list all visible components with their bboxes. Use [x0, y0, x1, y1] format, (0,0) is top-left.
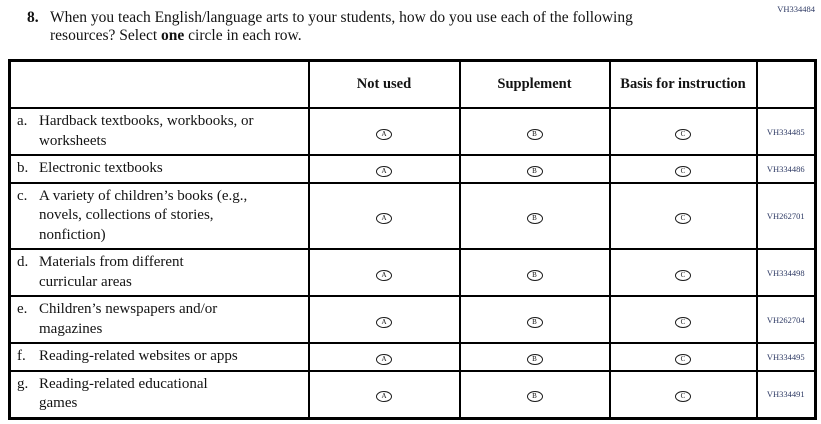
resource-usage-matrix-table [8, 59, 817, 420]
table-row [10, 249, 816, 296]
cell-not-used [309, 249, 460, 296]
answer-bubble-b[interactable]: B [527, 317, 543, 328]
question-text-part1: When you teach English/language arts to your students, how do you use each of the following resources? Select [50, 9, 633, 45]
row-label: A variety of children’s books (e.g., novels, collections of stories, nonfiction) [39, 187, 248, 243]
answer-bubble-b[interactable]: B [527, 129, 543, 140]
table-row [10, 183, 816, 250]
row-label: Reading-related educational games [39, 375, 208, 412]
question-text-part2: circle in each row. [184, 27, 302, 45]
cell-basis-for-instruction [610, 155, 757, 183]
header-empty-code-cell [757, 60, 816, 108]
answer-bubble-a[interactable]: A [376, 270, 392, 281]
row-label: Reading-related websites or apps [39, 348, 238, 365]
row-label: Hardback textbooks, workbooks, or worksheets [39, 113, 254, 149]
row-letter: g. [17, 375, 29, 392]
answer-bubble-c[interactable]: C [675, 270, 691, 281]
item-code: VH334485 [757, 108, 816, 155]
cell-supplement [460, 155, 610, 183]
question-text [50, 9, 662, 46]
row-letter: f. [17, 348, 26, 365]
cell-basis-for-instruction [610, 249, 757, 296]
cell-basis-for-instruction [610, 183, 757, 250]
row-letter: c. [17, 187, 28, 204]
cell-supplement [460, 183, 610, 250]
item-code: VH334486 [757, 155, 816, 183]
row-label-cell [10, 296, 309, 343]
cell-supplement [460, 108, 610, 155]
question-text-bold-word: one [161, 27, 185, 45]
answer-bubble-a[interactable]: A [376, 166, 392, 177]
cell-basis-for-instruction [610, 371, 757, 419]
header-not-used: Not used [309, 60, 460, 108]
cell-not-used [309, 343, 460, 371]
table-row [10, 108, 816, 155]
cell-supplement [460, 343, 610, 371]
table-row [10, 343, 816, 371]
row-letter: e. [17, 301, 28, 318]
answer-bubble-b[interactable]: B [527, 166, 543, 177]
answer-bubble-c[interactable]: C [675, 391, 691, 402]
answer-bubble-b[interactable]: B [527, 354, 543, 365]
cell-basis-for-instruction [610, 296, 757, 343]
row-label-cell [10, 343, 309, 371]
cell-basis-for-instruction [610, 108, 757, 155]
row-label-cell [10, 183, 309, 250]
answer-bubble-c[interactable]: C [675, 166, 691, 177]
answer-bubble-c[interactable]: C [675, 354, 691, 365]
question-block [0, 0, 821, 46]
header-basis-for-instruction: Basis for instruction [610, 60, 757, 108]
table-row [10, 155, 816, 183]
cell-not-used [309, 183, 460, 250]
item-code: VH334495 [757, 343, 816, 371]
answer-bubble-c[interactable]: C [675, 317, 691, 328]
cell-not-used [309, 371, 460, 419]
cell-supplement [460, 296, 610, 343]
row-label-cell [10, 155, 309, 183]
header-supplement: Supplement [460, 60, 610, 108]
row-label-cell [10, 371, 309, 419]
answer-bubble-a[interactable]: A [376, 354, 392, 365]
item-code: VH334498 [757, 249, 816, 296]
answer-bubble-b[interactable]: B [527, 391, 543, 402]
cell-supplement [460, 249, 610, 296]
table-header-row [10, 60, 816, 108]
table-row [10, 296, 816, 343]
cell-supplement [460, 371, 610, 419]
row-label: Children’s newspapers and/or magazines [39, 301, 218, 337]
header-empty-cell [10, 60, 309, 108]
cell-not-used [309, 108, 460, 155]
row-label-cell [10, 108, 309, 155]
row-label: Electronic textbooks [39, 160, 163, 177]
row-label-cell [10, 249, 309, 296]
table-row [10, 371, 816, 419]
answer-bubble-a[interactable]: A [376, 317, 392, 328]
answer-bubble-a[interactable]: A [376, 213, 392, 224]
item-code: VH334491 [757, 371, 816, 419]
cell-not-used [309, 155, 460, 183]
answer-bubble-a[interactable]: A [376, 391, 392, 402]
row-letter: a. [17, 113, 28, 130]
row-label: Materials from different curricular areas [39, 254, 184, 290]
cell-not-used [309, 296, 460, 343]
row-letter: b. [17, 160, 29, 177]
answer-bubble-b[interactable]: B [527, 270, 543, 281]
cell-basis-for-instruction [610, 343, 757, 371]
question-number: 8. [27, 9, 39, 26]
answer-bubble-b[interactable]: B [527, 213, 543, 224]
item-code: VH262701 [757, 183, 816, 250]
accession-code-top-right: VH334484 [777, 4, 815, 14]
answer-bubble-c[interactable]: C [675, 213, 691, 224]
answer-bubble-a[interactable]: A [376, 129, 392, 140]
item-code: VH262704 [757, 296, 816, 343]
row-letter: d. [17, 254, 29, 271]
answer-bubble-c[interactable]: C [675, 129, 691, 140]
